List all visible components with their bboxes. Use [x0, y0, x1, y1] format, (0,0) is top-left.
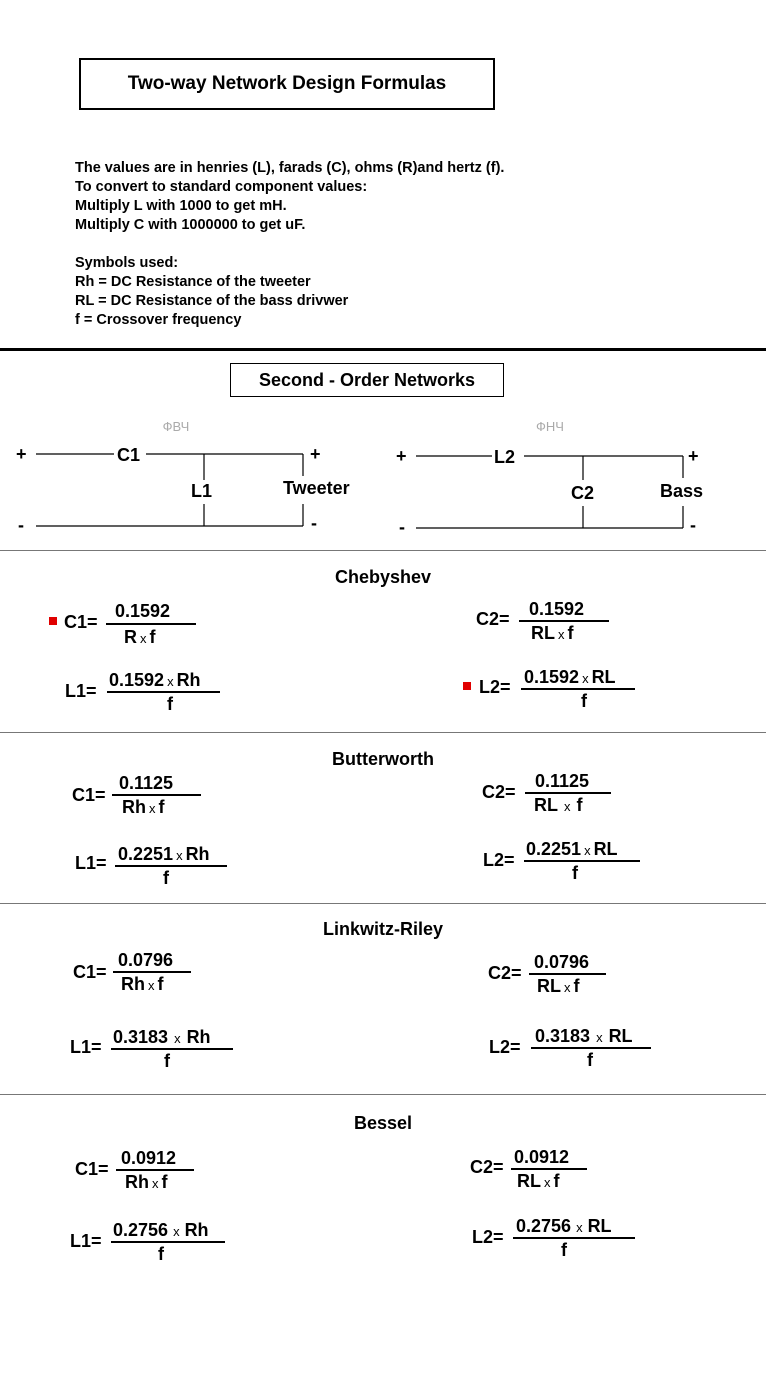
hpf-series-capacitor-label: C1: [117, 445, 141, 465]
hpf-shunt-inductor-label: L1: [191, 481, 213, 501]
fraction-bar: [531, 1047, 651, 1049]
fraction-bar: [107, 691, 220, 693]
fraction-bar: [529, 973, 606, 975]
numerator: 0.1592 x RL: [524, 667, 616, 687]
denominator: Rh x f: [125, 1172, 168, 1192]
denominator: f: [163, 868, 169, 888]
lpf-plus-terminal: +: [396, 446, 407, 466]
formula-lhs: C1=: [64, 612, 98, 632]
formula-lhs: C1=: [72, 785, 106, 805]
intro-line: To convert to standard component values:: [75, 179, 368, 195]
denominator: Rh x f: [122, 797, 165, 817]
bass-label: Bass: [660, 481, 704, 501]
formula-lhs: L1=: [75, 853, 107, 873]
lpf-caption: ФНЧ: [536, 419, 564, 434]
hpf-plus-terminal: +: [16, 444, 27, 464]
numerator: 0.1125: [119, 773, 174, 793]
intro-line: Symbols used:: [75, 255, 179, 271]
hpf-caption: ФВЧ: [162, 419, 190, 434]
fraction-bar: [113, 971, 191, 973]
denominator: RL x f: [517, 1171, 560, 1191]
section-title: Second - Order Networks: [230, 363, 504, 397]
intro-line: Multiply C with 1000000 to get uF.: [75, 217, 306, 233]
denominator: f: [587, 1050, 593, 1070]
fraction-bar: [519, 620, 609, 622]
fraction-bar: [112, 794, 201, 796]
section-heading-butterworth: Butterworth: [332, 749, 434, 769]
numerator: 0.0912: [514, 1147, 570, 1167]
numerator: 0.1592: [529, 599, 585, 619]
section-heading-chebyshev: Chebyshev: [334, 567, 432, 587]
formula-lhs: L1=: [70, 1231, 102, 1251]
fraction-bar: [115, 865, 227, 867]
section-divider: [0, 550, 766, 551]
numerator: 0.0912: [121, 1148, 177, 1168]
formula-lhs: C1=: [75, 1159, 109, 1179]
denominator: f: [561, 1240, 567, 1260]
section-divider: [0, 732, 766, 733]
numerator: 0.2251 x RL: [526, 839, 618, 859]
fraction-bar: [521, 688, 635, 690]
formula-lhs: L2=: [483, 850, 515, 870]
intro-line: Rh = DC Resistance of the tweeter: [75, 274, 311, 290]
hpf-output-plus: +: [310, 444, 321, 464]
intro-line: RL = DC Resistance of the bass drivwer: [75, 293, 349, 309]
numerator: 0.1592: [115, 601, 171, 621]
denominator: f: [167, 694, 173, 714]
numerator: 0.0796: [534, 952, 590, 972]
denominator: f: [572, 863, 578, 883]
formula-lhs: C1=: [73, 962, 107, 982]
formula-lhs: L2=: [479, 677, 511, 697]
fraction-bar: [513, 1237, 635, 1239]
denominator: RL x f: [537, 976, 580, 996]
numerator: 0.2251 x Rh: [118, 844, 210, 864]
numerator: 0.3183 x RL: [535, 1026, 633, 1046]
lpf-output-minus: -: [690, 515, 696, 535]
numerator: 0.1125: [535, 771, 590, 791]
denominator: RL x f: [534, 795, 583, 815]
page-title: Two-way Network Design Formulas: [79, 58, 495, 110]
denominator: RL x f: [531, 623, 574, 643]
lpf-output-plus: +: [688, 446, 699, 466]
numerator: 0.1592 x Rh: [109, 670, 201, 690]
formula-lhs: L1=: [70, 1037, 102, 1057]
numerator: 0.2756 x Rh: [113, 1220, 209, 1240]
numerator: 0.2756 x RL: [516, 1216, 612, 1236]
intro-line: The values are in henries (L), farads (C), ohms (R)and hertz (f).: [75, 160, 505, 176]
fraction-bar: [106, 623, 196, 625]
lpf-series-inductor-label: L2: [494, 447, 516, 467]
highlight-marker: [49, 617, 57, 625]
fraction-bar: [511, 1168, 587, 1170]
section-heading-linkwitz-riley: Linkwitz-Riley: [322, 919, 443, 939]
hpf-output-minus: -: [311, 513, 317, 533]
section-divider: [0, 903, 766, 904]
formula-lhs: L2=: [489, 1037, 521, 1057]
intro-line: f = Crossover frequency: [75, 312, 242, 328]
tweeter-label: Tweeter: [283, 478, 350, 498]
lpf-minus-terminal: -: [399, 517, 405, 537]
fraction-bar: [111, 1241, 225, 1243]
formula-lhs: L2=: [472, 1227, 504, 1247]
numerator: 0.0796: [118, 950, 174, 970]
denominator: f: [581, 691, 587, 711]
denominator: R x f: [124, 627, 156, 647]
formula-lhs: L1=: [65, 681, 97, 701]
section-heading-bessel: Bessel: [353, 1113, 413, 1133]
fraction-bar: [524, 860, 640, 862]
fraction-bar: [111, 1048, 233, 1050]
fraction-bar: [116, 1169, 194, 1171]
section-divider: [0, 1094, 766, 1095]
intro-line: Multiply L with 1000 to get mH.: [75, 198, 287, 214]
fraction-bar: [525, 792, 611, 794]
formula-lhs: C2=: [488, 963, 522, 983]
lpf-shunt-capacitor-label: C2: [571, 483, 595, 503]
section-divider: [0, 348, 766, 351]
formula-lhs: C2=: [470, 1157, 504, 1177]
denominator: f: [164, 1051, 170, 1071]
hpf-minus-terminal: -: [18, 515, 24, 535]
numerator: 0.3183 x Rh: [113, 1027, 211, 1047]
formula-lhs: C2=: [476, 609, 510, 629]
intro-text: [75, 159, 635, 330]
highlight-marker: [463, 682, 471, 690]
formula-lhs: C2=: [482, 782, 516, 802]
intro-line: [75, 235, 635, 254]
crossover-circuit-diagram: [0, 410, 766, 545]
denominator: Rh x f: [121, 974, 164, 994]
denominator: f: [158, 1244, 164, 1264]
